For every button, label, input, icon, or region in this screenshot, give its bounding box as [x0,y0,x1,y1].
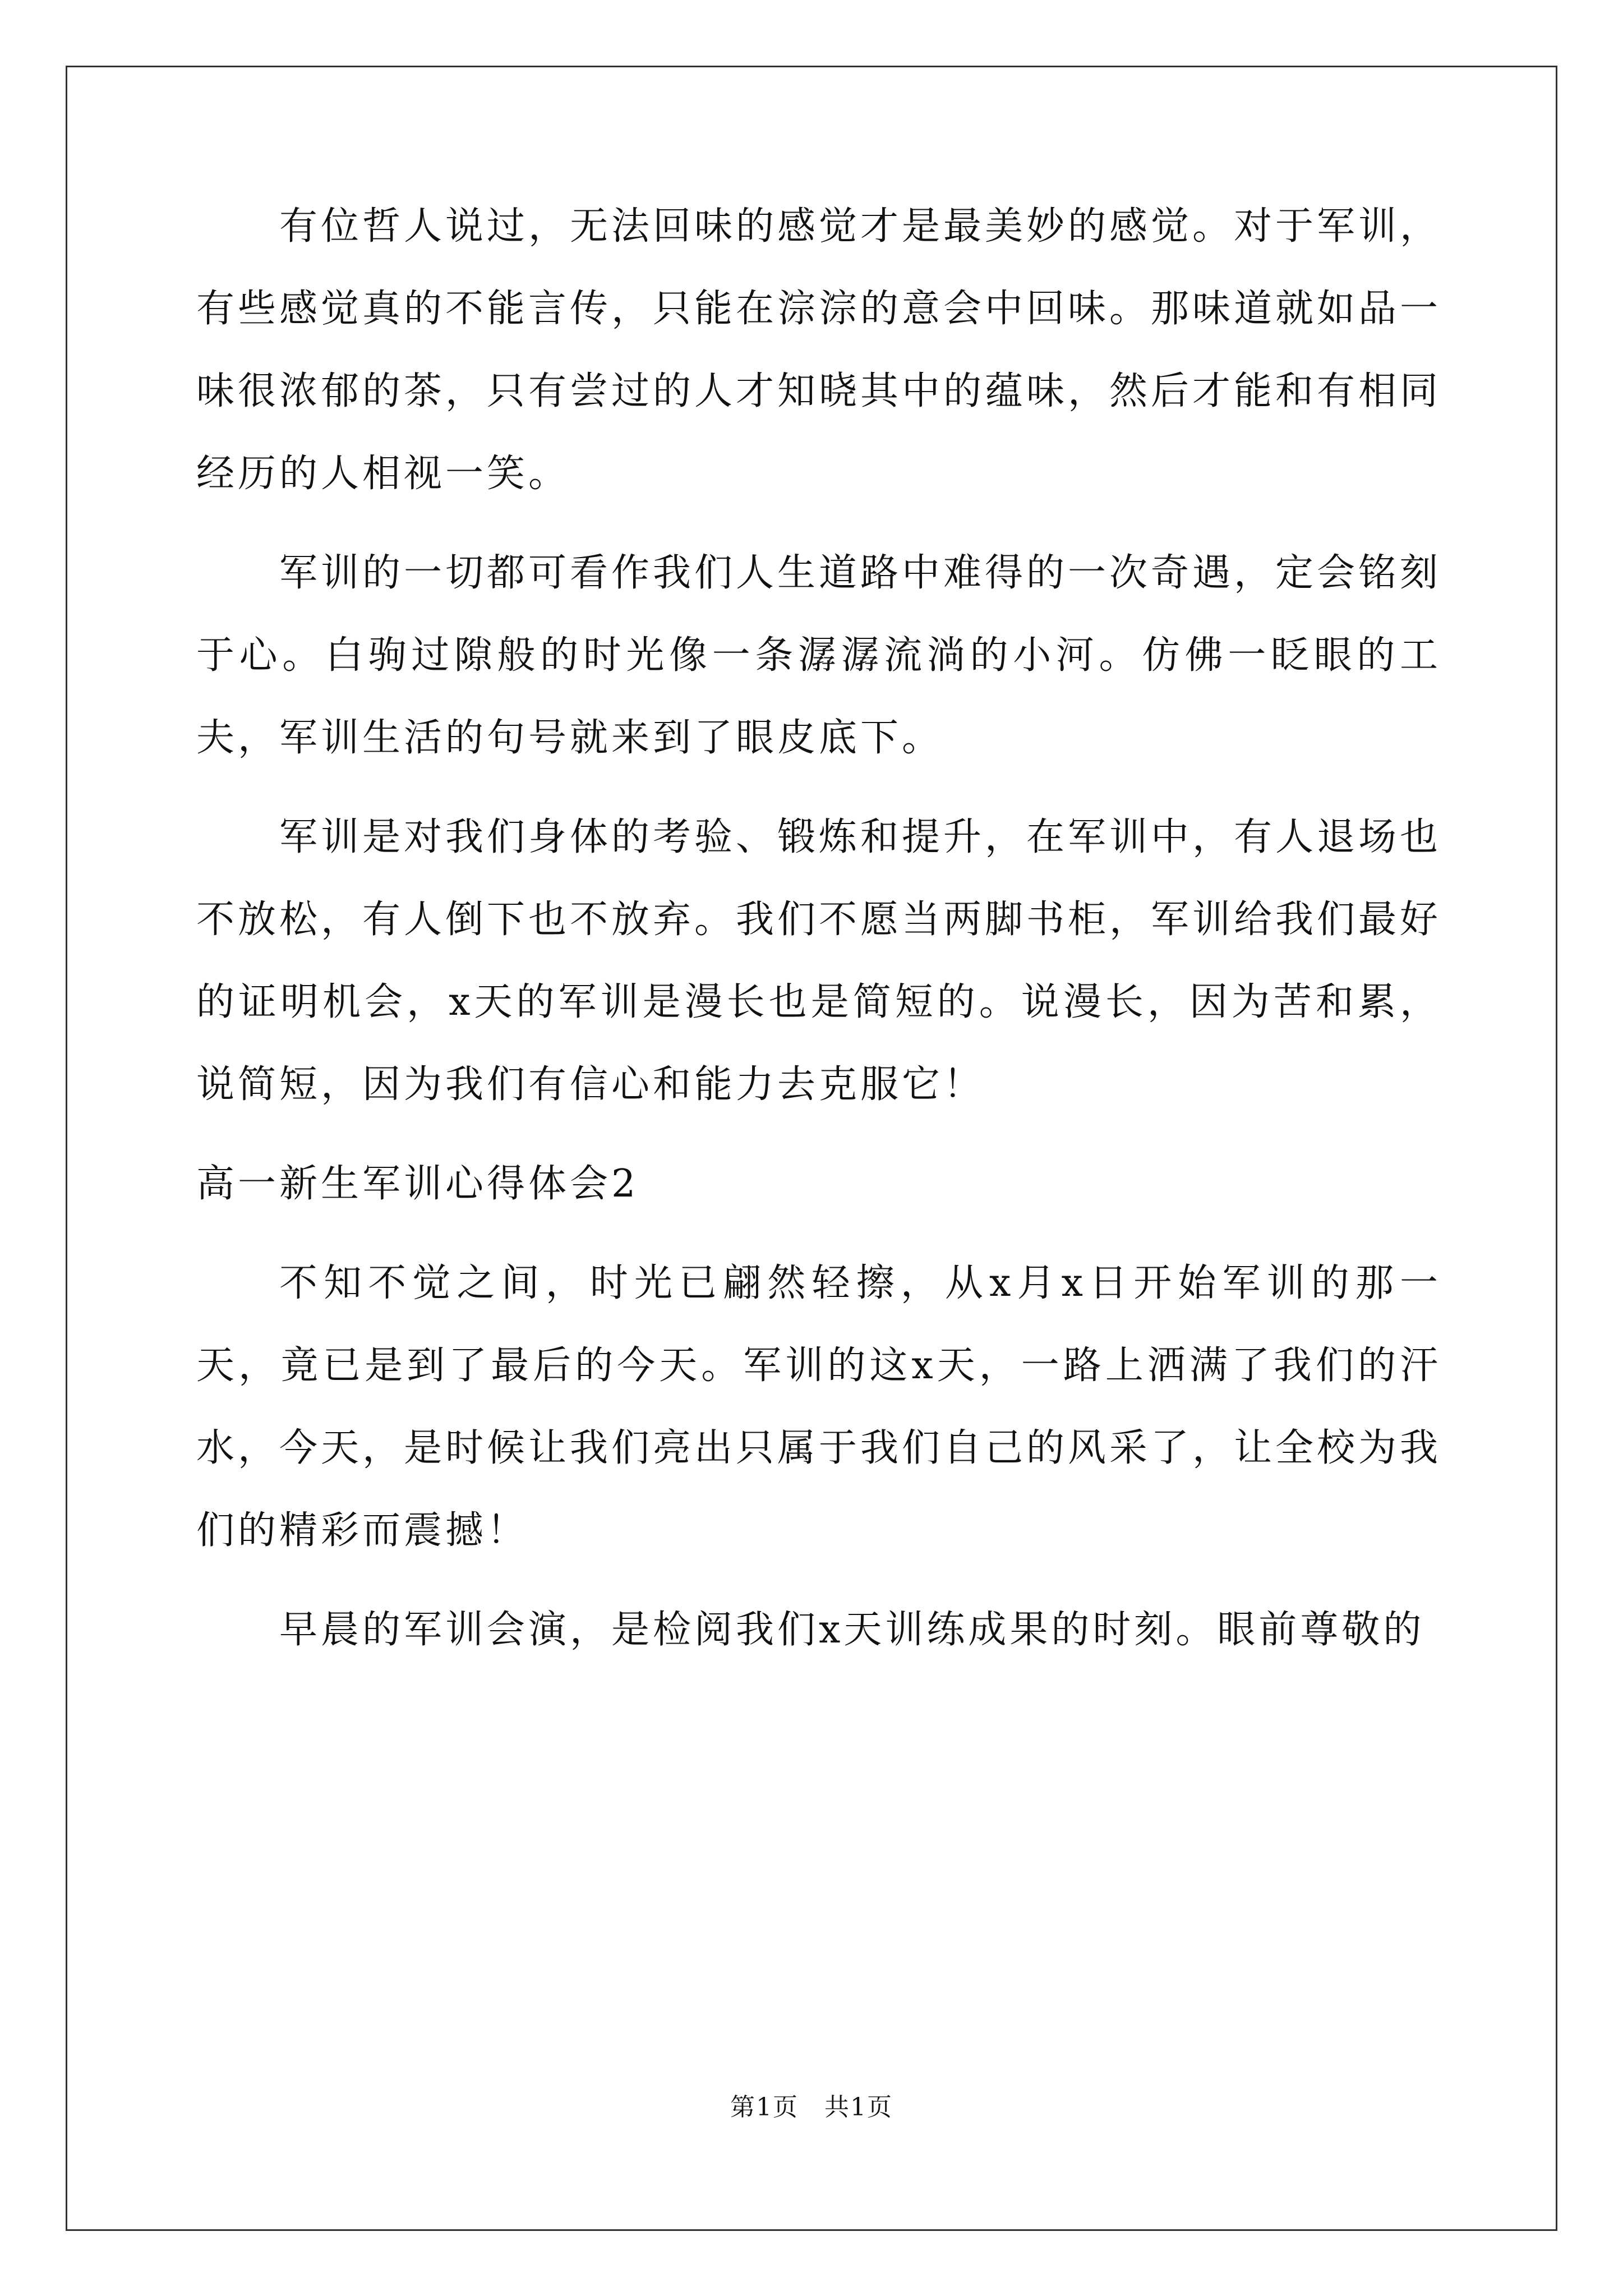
paragraph-2: 军训的一切都可看作我们人生道路中难得的一次奇遇，定会铭刻于心。白驹过隙般的时光像一条潺潺流淌的小河。仿佛一眨眼的工夫，军训生活的句号就来到了眼皮底下。 [196,551,1442,760]
page-footer: 第1页 共1页 [730,2093,893,2122]
paragraph-3: 军训是对我们身体的考验、锻炼和提升，在军训中，有人退场也不放松，有人倒下也不放弃。我们不愿当两脚书柜，军训给我们最好的证明机会，x天的军训是漫长也是简短的。说漫长，因为苦和累，说简短，因为我们有信心和能力去克服它！ [196,815,1442,1107]
section-heading: 高一新生军训心得体会2 [196,1162,639,1206]
paragraph-4: 不知不觉之间，时光已翩然轻擦，从x月x日开始军训的那一天，竟已是到了最后的今天。军训的这x天，一路上洒满了我们的汗水，今天，是时候让我们亮出只属于我们自己的风采了，让全校为我们的精彩而震撼！ [196,1261,1442,1553]
document-body [196,185,1441,1688]
paragraph-5: 早晨的军训会演，是检阅我们x天训练成果的时刻。眼前尊敬的 [279,1608,1425,1652]
paragraph-1: 有位哲人说过，无法回味的感觉才是最美妙的感觉。对于军训，有些感觉真的不能言传，只能在淙淙的意会中回味。那味道就如品一味很浓郁的茶，只有尝过的人才知晓其中的蕴味，然后才能和有相同经历的人相视一笑。 [196,204,1442,496]
